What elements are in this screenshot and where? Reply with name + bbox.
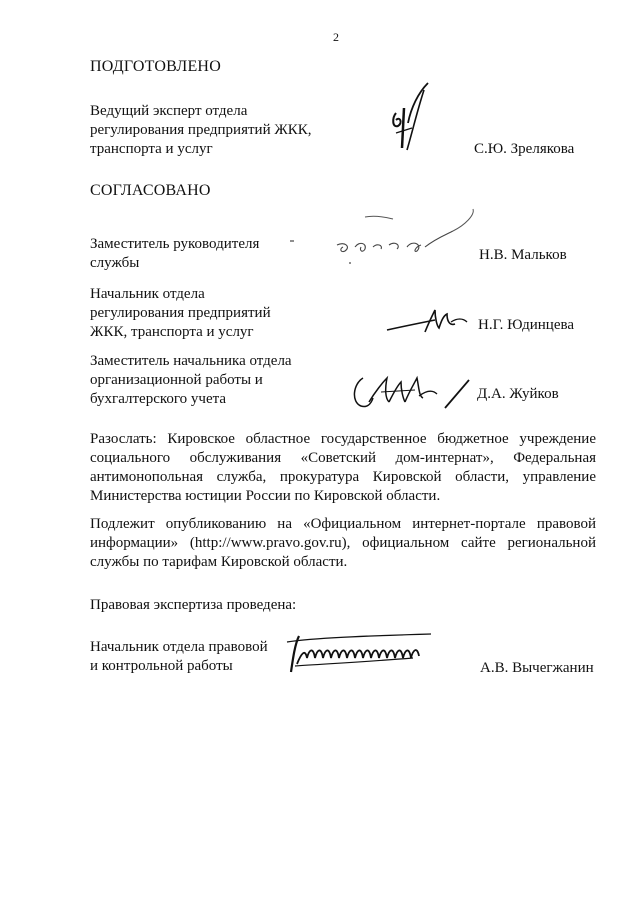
position-line: организационной работы и [90, 372, 263, 388]
prepared-heading: ПОДГОТОВЛЕНО [90, 58, 221, 75]
agreed-name-3: Д.А. Жуйков [477, 386, 559, 402]
page-number: 2 [333, 30, 339, 44]
legal-review-name: А.В. Вычегжанин [480, 660, 594, 676]
signature-zrelyakova [378, 78, 438, 168]
signature-malkov [285, 205, 485, 275]
position-line: Ведущий эксперт отдела [90, 103, 248, 119]
position-line: Начальник отдела правовой [90, 639, 268, 655]
signature-zhuykov [345, 368, 475, 418]
position-line: бухгалтерского учета [90, 391, 227, 407]
signature-yudintseva [385, 302, 470, 342]
position-line: регулирования предприятий ЖКК, [90, 122, 312, 138]
agreed-name-1: Н.В. Мальков [479, 247, 567, 263]
prepared-name: С.Ю. Зрелякова [474, 141, 575, 157]
position-line: транспорта и услуг [90, 141, 213, 157]
position-line: и контрольной работы [90, 658, 233, 674]
agreed-heading: СОГЛАСОВАНО [90, 182, 211, 199]
legal-review-heading: Правовая экспертиза проведена: [90, 597, 297, 613]
position-line: ЖКК, транспорта и услуг [90, 324, 254, 340]
publication-paragraph: Подлежит опубликованию на «Официальном интернет-портале правовой информации» (http://www.pravo.gov.ru), официальном сайте региональной службы по тарифам Кировской области. [90, 516, 596, 570]
position-line: службы [90, 255, 140, 271]
position-line: Начальник отдела [90, 286, 205, 302]
position-line: Заместитель начальника отдела [90, 353, 292, 369]
agreed-name-2: Н.Г. Юдинцева [478, 317, 575, 333]
agreed-position-2 [90, 285, 271, 342]
distribution-paragraph: Разослать: Кировское областное государственное бюджетное учреждение социального обслуживания «Советский дом-интернат», Федеральная антимонопольная служба, прокуратура Кировской области, управление Министерства юстиции России по Кировской области. [90, 431, 596, 504]
position-line: Заместитель руководителя [90, 236, 260, 252]
signature-vychegzhanin [283, 628, 433, 678]
prepared-position [90, 102, 312, 159]
agreed-position-1 [90, 235, 259, 273]
position-line: регулирования предприятий [90, 305, 271, 321]
agreed-position-3 [90, 352, 292, 409]
legal-review-position [90, 638, 268, 676]
